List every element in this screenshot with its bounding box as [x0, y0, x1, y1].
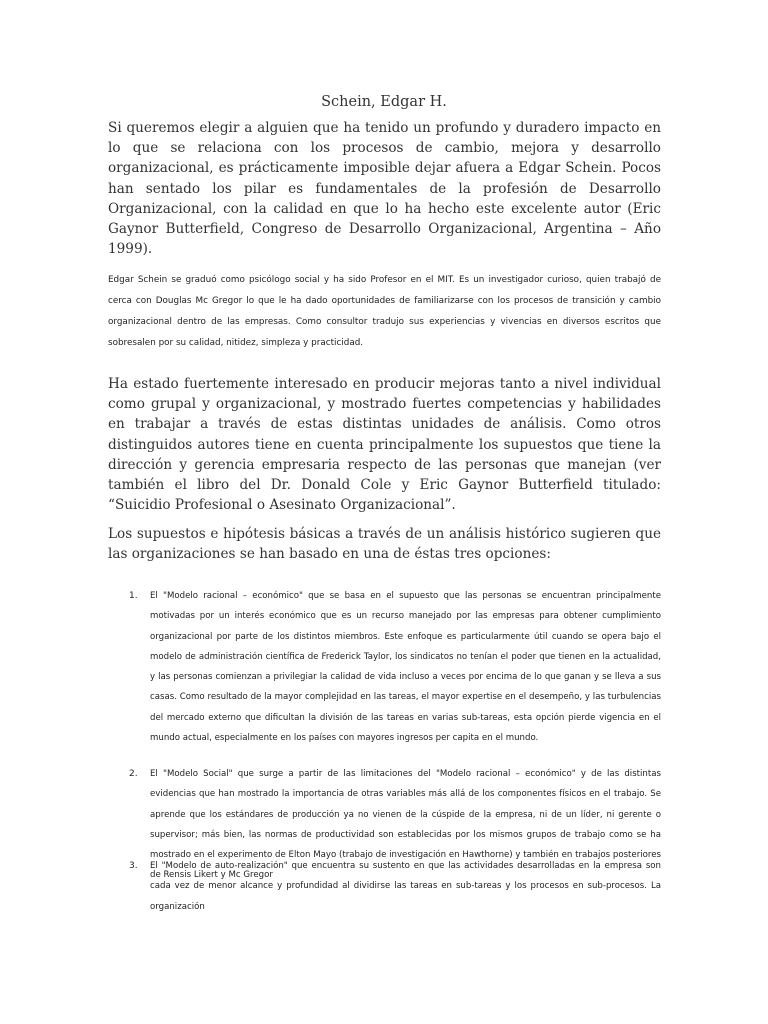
list-text: El "Modelo de auto-realización" que encuentra su sustento en que las actividades desarrolladas en la empresa son cada vez de menor alcance y profundidad al dividirse las tareas en sub-tareas y los procesos en sub-procesos. La organización — [150, 861, 661, 912]
bio-paragraph: Edgar Schein se graduó como psicólogo social y ha sido Profesor en el MIT. Es un investigador curioso, quien trabajó de cerca con Douglas Mc Gregor lo que le ha dado oportunidades de familiarizarse con los procesos de transición y cambio organizacional dentro de las empresas. Como consultor tradujo sus experiencias y vivencias en diversos escritos que sobresalen por su calidad, nitidez, simpleza y practicidad. — [108, 275, 661, 348]
list-number: 3. — [129, 861, 138, 871]
interest-paragraph: Ha estado fuertemente interesado en producir mejoras tanto a nivel individual como grupal y organizacional, y mostrado fuertes competencias y habilidades en trabajar a través de estas distintas unidades de análisis. Como otros distinguidos autores tiene en cuenta principalmente los supuestos que tiene la dirección y gerencia empresaria respecto de las personas que manejan (ver también el libro del Dr. Donald Cole y Eric Gaynor Butterfield titulado: “Suicidio Profesional o Asesinato Organizacional”. — [108, 376, 661, 514]
list-number: 2. — [129, 769, 138, 779]
assumptions-paragraph: Los supuestos e hipótesis básicas a través de un análisis histórico sugieren que las organizaciones se han basado en una de éstas tres opciones: — [108, 526, 661, 563]
document-title: Schein, Edgar H. — [321, 94, 447, 110]
list-item-1 — [108, 586, 661, 748]
list-item-3 — [108, 856, 661, 917]
list-text: El "Modelo racional – económico" que se basa en el supuesto que las personas se encuentran principalmente motivadas por un interés económico que es un recurso manejado por las empresas para obtener cumplimiento organizacional por parte de los distintos miembros. Este enfoque es particularmente útil cuando se opera bajo el modelo de administración científica de Frederick Taylor, los sindicatos no tenían el poder que tienen en la actualidad, y las personas comienzan a privilegiar la calidad de vida incluso a veces por encima de lo que ganan y se lleva a sus casas. Como resultado de la mayor complejidad en las tareas, el mayor expertise en el desempeño, y las turbulencias del mercado externo que dificultan la división de las tareas en varias sub-tareas, esta opción pierde vigencia en el mundo actual, especialmente en los países con mayores ingresos per capita en el mundo. — [150, 591, 661, 744]
list-number: 1. — [129, 591, 138, 601]
list-text: El "Modelo Social" que surge a partir de las limitaciones del "Modelo racional – económico" y de las distintas evidencias que han mostrado la importancia de otras variables más allá de los componentes físicos en el trabajo. Se aprende que los estándares de producción ya no vienen de la cúspide de la empresa, ni de un líder, ni gerente o supervisor; más bien, las normas de productividad son establecidas por los mismos grupos de trabajo como se ha mostrado en el experimento de Elton Mayo (trabajo de investigación en Hawthorne) y también en trabajos posteriores de Rensis Likert y Mc Gregor — [150, 769, 661, 881]
intro-paragraph: Si queremos elegir a alguien que ha tenido un profundo y duradero impacto en lo que se relaciona con los procesos de cambio, mejora y desarrollo organizacional, es prácticamente imposible dejar afuera a Edgar Schein. Pocos han sentado los pilar es fundamentales de la profesión de Desarrollo Organizacional, con la calidad en que lo ha hecho este excelente autor (Eric Gaynor Butterfield, Congreso de Desarrollo Organizacional, Argentina – Año 1999). — [108, 120, 661, 258]
